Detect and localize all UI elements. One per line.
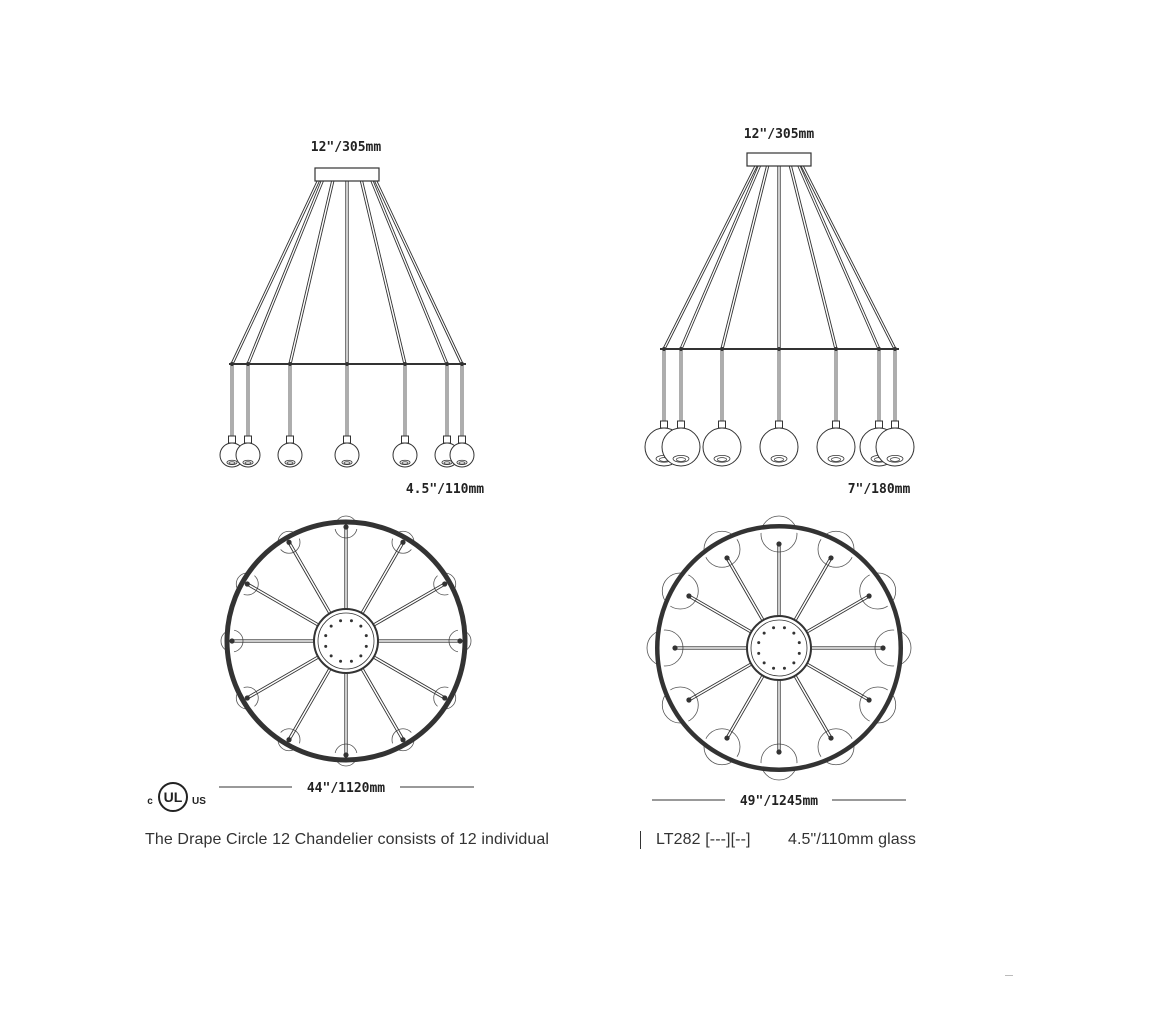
spoke — [807, 663, 869, 699]
pendant-joint — [343, 524, 348, 529]
small-canopy-dimension: 12"/305mm — [310, 140, 382, 155]
pendant-joint — [686, 593, 691, 598]
cable-point — [339, 619, 342, 622]
large-diameter-dimension: 49"/1245mm — [739, 794, 819, 809]
large-globe-dimension: 7"/180mm — [847, 482, 911, 497]
spoke — [807, 597, 869, 633]
pendant-joint — [828, 735, 833, 740]
cable-point — [772, 667, 775, 670]
socket-cap — [776, 421, 783, 428]
cable-point — [359, 625, 362, 628]
cable-point — [324, 645, 327, 648]
small-diameter-dimension: 44"/1120mm — [306, 781, 386, 796]
pendant-joint — [776, 541, 781, 546]
spoke — [796, 559, 832, 621]
spoke — [363, 543, 404, 614]
cable-point — [330, 654, 333, 657]
socket-cap — [229, 436, 236, 443]
large-chandelier-plan — [647, 516, 911, 780]
pendant-joint — [286, 737, 291, 742]
ul-certification-logo — [147, 783, 206, 811]
pendant-joint — [828, 555, 833, 560]
spoke — [728, 557, 764, 619]
suspension-cable — [801, 166, 894, 349]
large-canopy-dimension: 12"/305mm — [743, 127, 815, 142]
socket-cap — [661, 421, 668, 428]
socket-cap — [287, 436, 294, 443]
small-chandelier-plan — [221, 516, 471, 766]
suspension-cable — [231, 181, 317, 364]
spoke — [796, 675, 832, 737]
glass-globe — [335, 443, 359, 467]
product-description: The Drape Circle 12 Chandelier consists of 12 individual — [145, 831, 550, 848]
spoke — [247, 656, 318, 697]
pendant-joint — [245, 581, 250, 586]
pendant-joint — [866, 593, 871, 598]
cable-point — [350, 619, 353, 622]
spoke — [726, 559, 762, 621]
svg-text:US: US — [192, 796, 206, 807]
socket-cap — [892, 421, 899, 428]
suspension-cable — [233, 181, 319, 364]
large-diameter-dimension-line — [652, 794, 906, 809]
spoke — [290, 669, 331, 740]
pendant-joint — [400, 737, 405, 742]
spoke — [363, 668, 404, 739]
separator-line — [640, 831, 641, 849]
cable-point — [783, 626, 786, 629]
suspension-cable — [377, 181, 463, 364]
pendant-joint — [457, 638, 462, 643]
socket-cap — [245, 436, 252, 443]
pendant-joint — [442, 695, 447, 700]
cable-point — [792, 632, 795, 635]
pendant-joint — [724, 735, 729, 740]
suspension-cable — [803, 166, 896, 349]
cable-point — [365, 634, 368, 637]
cable-point — [365, 645, 368, 648]
cable-point — [763, 661, 766, 664]
pendant-joint — [286, 540, 291, 545]
suspension-cable — [798, 166, 878, 349]
spoke — [690, 665, 752, 701]
pendant-joint — [245, 695, 250, 700]
glass-globe — [876, 428, 914, 466]
cable-point — [798, 652, 801, 655]
spoke — [247, 585, 318, 626]
page-mark — [1005, 975, 1013, 976]
cable-point — [339, 660, 342, 663]
suspension-cable — [375, 181, 461, 364]
pendant-joint — [686, 697, 691, 702]
cable-point — [330, 625, 333, 628]
glass-spec: 4.5"/110mm glass — [788, 831, 916, 848]
spoke — [290, 542, 331, 613]
cable-point — [359, 654, 362, 657]
canopy-hub — [314, 609, 378, 673]
cable-point — [783, 667, 786, 670]
svg-text:c: c — [147, 796, 153, 807]
model-code: LT282 [---][--] — [656, 831, 751, 848]
socket-cap — [344, 436, 351, 443]
cable-point — [798, 641, 801, 644]
cable-point — [324, 634, 327, 637]
cable-point — [757, 652, 760, 655]
suspension-cable — [792, 166, 838, 349]
spoke — [248, 583, 319, 624]
spoke — [794, 676, 830, 738]
spoke — [248, 658, 319, 699]
canopy — [315, 168, 379, 181]
pendant-joint — [400, 540, 405, 545]
small-diameter-dimension-line — [219, 781, 474, 796]
spoke — [688, 597, 750, 633]
canopy-hub — [747, 616, 811, 680]
spoke — [288, 543, 329, 614]
glass-globe — [817, 428, 855, 466]
pendant-joint — [672, 645, 677, 650]
pendant-joint — [866, 697, 871, 702]
socket-cap — [444, 436, 451, 443]
glass-globe — [703, 428, 741, 466]
large-chandelier-elevation — [645, 153, 914, 466]
socket-cap — [719, 421, 726, 428]
spoke — [374, 656, 445, 697]
svg-text:UL: UL — [163, 789, 183, 805]
spoke — [288, 668, 329, 739]
pendant-joint — [343, 752, 348, 757]
pendant-joint — [880, 645, 885, 650]
spoke — [806, 595, 868, 631]
glass-globe — [760, 428, 798, 466]
spoke — [374, 585, 445, 626]
canopy — [747, 153, 811, 166]
socket-cap — [678, 421, 685, 428]
spoke — [794, 557, 830, 619]
pendant-joint — [776, 749, 781, 754]
glass-globe — [662, 428, 700, 466]
small-chandelier-elevation — [220, 168, 474, 467]
spoke — [373, 658, 444, 699]
socket-cap — [876, 421, 883, 428]
socket-cap — [459, 436, 466, 443]
pendant-joint — [724, 555, 729, 560]
cable-point — [757, 641, 760, 644]
spoke — [806, 665, 868, 701]
pendant-joint — [229, 638, 234, 643]
spoke — [690, 595, 752, 631]
glass-globe — [278, 443, 302, 467]
cable-point — [792, 661, 795, 664]
glass-globe — [450, 443, 474, 467]
cable-point — [772, 626, 775, 629]
spoke — [688, 663, 750, 699]
spoke — [726, 675, 762, 737]
suspension-cable — [682, 166, 760, 349]
small-globe-dimension: 4.5"/110mm — [405, 482, 485, 497]
spoke — [361, 542, 402, 613]
spoke — [728, 676, 764, 738]
cable-point — [350, 660, 353, 663]
suspension-cable — [663, 166, 755, 349]
spoke — [361, 669, 402, 740]
socket-cap — [402, 436, 409, 443]
spoke — [373, 583, 444, 624]
cable-point — [763, 632, 766, 635]
pendant-joint — [442, 581, 447, 586]
socket-cap — [833, 421, 840, 428]
glass-globe — [393, 443, 417, 467]
glass-globe — [236, 443, 260, 467]
